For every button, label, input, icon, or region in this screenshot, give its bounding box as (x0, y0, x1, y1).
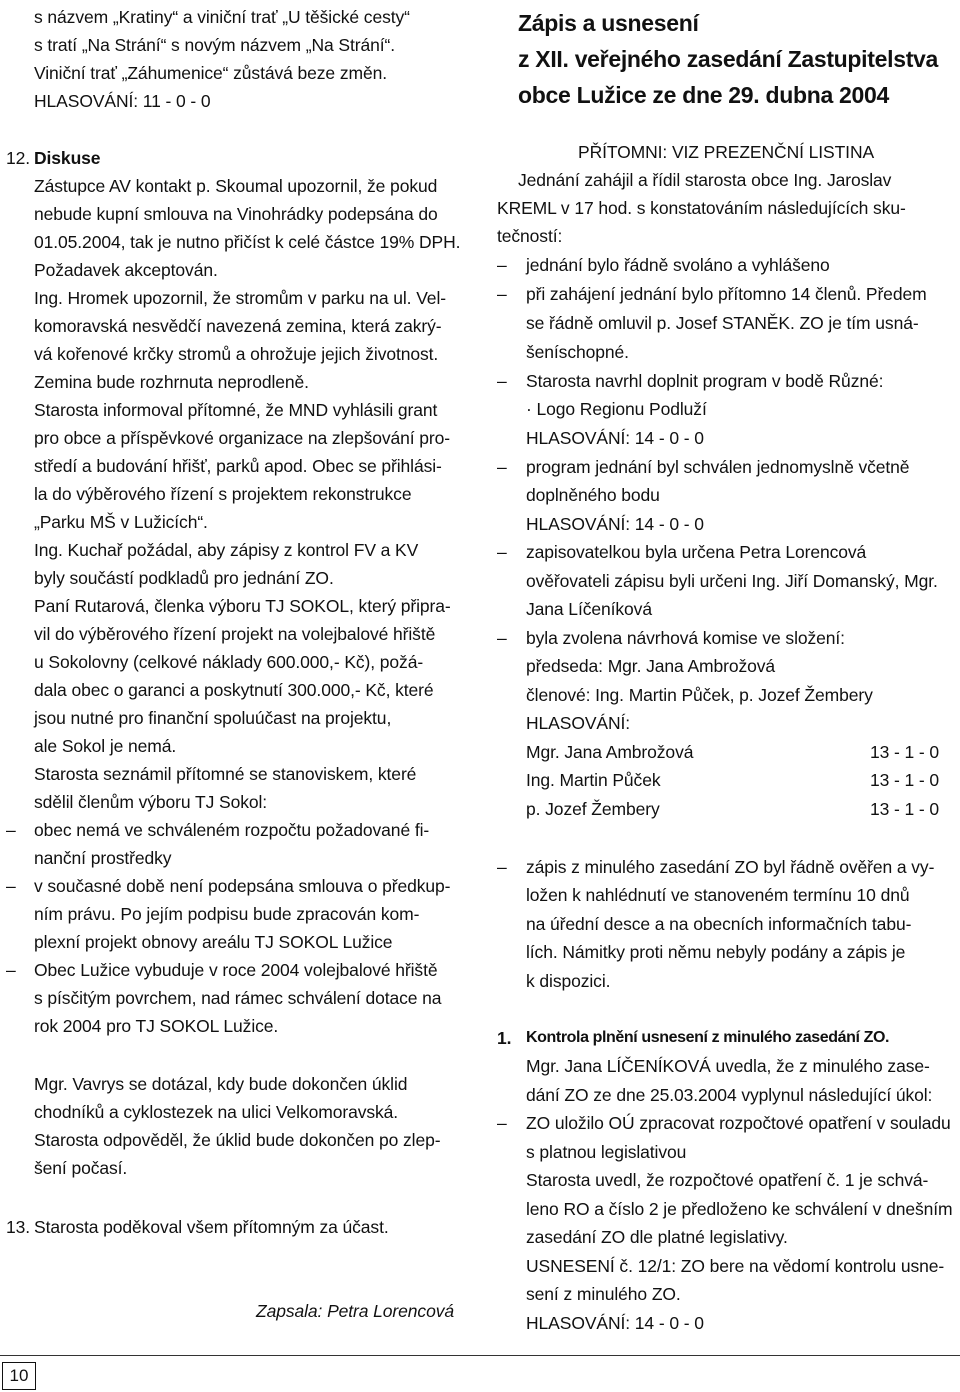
list-item: při zahájení jednání bylo přítomno 14 členů. Předem (526, 284, 927, 304)
body-line: Jednání zahájil a řídil starosta obce Ing. Jaroslav (518, 170, 892, 190)
list-item-cont: rok 2004 pro TJ SOKOL Lužice. (34, 1016, 279, 1036)
list-item: byla zvolena návrhová komise ve složení: (526, 628, 845, 648)
list-dash: – (497, 284, 507, 304)
body-line: komoravská nesvědčí navezená zemina, která zakrý- (34, 316, 442, 336)
section-number: 12. (6, 148, 31, 168)
list-dash: – (6, 876, 16, 896)
body-line: chodníků a cyklostezek na ulici Velkomoravská. (34, 1102, 399, 1122)
body-line: šení počasí. (34, 1158, 128, 1178)
vote-name: Ing. Martin Půček (526, 770, 661, 790)
list-item-cont: členové: Ing. Martin Půček, p. Jozef Žembery (526, 685, 873, 705)
body-line: nebude kupní smlouva na Vinohrádky podepsána do (34, 204, 438, 224)
list-item-cont: s platnou legislativou (526, 1142, 687, 1162)
list-item-cont: plexní projekt obnovy areálu TJ SOKOL Lužice (34, 932, 393, 952)
body-line: „Parku MŠ v Lužicích“. (34, 512, 208, 532)
body-line: Ing. Kuchař požádal, aby zápisy z kontrol FV a KV (34, 540, 419, 560)
body-line: 01.05.2004, tak je nutno přičíst k celé částce 19% DPH. (34, 232, 461, 252)
body-line: Paní Rutarová, členka výboru TJ SOKOL, který připra- (34, 596, 451, 616)
list-item: program jednání byl schválen jednomyslně včetně (526, 457, 910, 477)
vote-result: HLASOVÁNÍ: 14 - 0 - 0 (526, 1313, 704, 1333)
section-number: 13. (6, 1217, 31, 1237)
list-dash: – (6, 960, 16, 980)
body-line: Starosta informoval přítomné, že MND vyhlásili grant (34, 400, 438, 420)
body-line: s tratí „Na Strání“ s novým názvem „Na Strání“. (34, 35, 395, 55)
body-line: Zástupce AV kontakt p. Skoumal upozornil, že pokud (34, 176, 438, 196)
body-line: dala obec o garanci a poskytnutí 300.000,- Kč, které (34, 680, 434, 700)
section-number: 1. (497, 1028, 512, 1048)
body-line: Ing. Hromek upozornil, že stromům v parku na ul. Vel- (34, 288, 446, 308)
list-dash: – (497, 857, 507, 877)
list-dash: – (497, 628, 507, 648)
vote-result: HLASOVÁNÍ: 14 - 0 - 0 (526, 514, 704, 534)
list-item-cont: s písčitým povrchem, nad rámec schválení dotace na (34, 988, 442, 1008)
body-line: dání ZO ze dne 25.03.2004 vyplynul následující úkol: (526, 1085, 933, 1105)
vote-name: Mgr. Jana Ambrožová (526, 742, 694, 762)
resolution-line: USNESENÍ č. 12/1: ZO bere na vědomí kontrolu usne- (526, 1256, 945, 1276)
document-title: obce Lužice ze dne 29. dubna 2004 (518, 82, 890, 108)
attendance-line: PŘÍTOMNI: VIZ PREZENČNÍ LISTINA (578, 142, 875, 162)
list-item-cont: lích. Námitky proti němu nebyly podány a zápis je (526, 942, 906, 962)
body-line: Starosta seznámil přítomné se stanoviskem, které (34, 764, 417, 784)
list-item-cont: doplněného bodu (526, 485, 660, 505)
body-line: jsou nutné pro finanční spoluúčast na projektu, (34, 708, 392, 728)
body-line: Zemina bude rozhrnuta neprodleně. (34, 372, 309, 392)
body-line: Starosta odpověděl, že úklid bude dokončen po zlep- (34, 1130, 441, 1150)
body-line: leno RO a číslo 2 je předloženo ke schválení v dnešním (526, 1199, 953, 1219)
list-item-cont: ním právu. Po jejím podpisu bude zpracován kom- (34, 904, 420, 924)
body-line: Požadavek akceptován. (34, 260, 218, 280)
list-item-cont: se řádně omluvil p. Josef STANĚK. ZO je tím usná- (526, 313, 919, 333)
list-item-cont: ložen k nahlédnutí ve stanoveném termínu 10 dnů (526, 885, 910, 905)
list-item: zápis z minulého zasedání ZO byl řádně ověřen a vy- (526, 857, 935, 877)
list-item-cont: předseda: Mgr. Jana Ambrožová (526, 656, 776, 676)
vote-label: HLASOVÁNÍ: (526, 713, 631, 733)
body-line: pro obce a příspěvkové organizace na zlepšování pro- (34, 428, 451, 448)
body-line: zasedání ZO dle platné legislativy. (526, 1227, 788, 1247)
list-item: jednání bylo řádně svoláno a vyhlášeno (526, 255, 830, 275)
vote-value: 13 - 1 - 0 (870, 742, 940, 762)
body-line: u Sokolovny (celkové náklady 600.000,- Kč), požá- (34, 652, 424, 672)
list-item: ZO uložilo OÚ zpracovat rozpočtové opatření v souladu (526, 1113, 951, 1133)
section-heading: Kontrola plnění usnesení z minulého zasedání ZO. (526, 1029, 890, 1046)
body-line: KREML v 17 hod. s konstatováním následujících sku- (497, 198, 906, 218)
list-item-cont: k dispozici. (526, 971, 611, 991)
body-line: tečností: (497, 226, 563, 246)
list-item-cont: nanční prostředky (34, 848, 172, 868)
list-dash: – (497, 371, 507, 391)
body-line: Mgr. Vavrys se dotázal, kdy bude dokončen úklid (34, 1074, 408, 1094)
list-dash: – (497, 542, 507, 562)
list-item-cont: Jana Líčeníková (526, 599, 652, 619)
body-line: vá kořenové krčky stromů a ohrožuje jejich životnost. (34, 344, 439, 364)
resolution-line: sení z minulého ZO. (526, 1284, 681, 1304)
section-heading: Diskuse (34, 148, 101, 168)
document-title: z XII. veřejného zasedání Zastupitelstva (518, 46, 939, 72)
page-number: 10 (2, 1362, 36, 1390)
list-item-cont: na úřední desce a na obecních informačních tabu- (526, 914, 912, 934)
list-item: v současné době není podepsána smlouva o předkup- (34, 876, 451, 896)
list-item-cont: šeníschopné. (526, 342, 629, 362)
body-line: la do výběrového řízení s projektem rekonstrukce (34, 484, 412, 504)
document-title: Zápis a usnesení (518, 10, 699, 36)
body-line: Starosta poděkoval všem přítomným za účast. (34, 1217, 389, 1237)
vote-value: 13 - 1 - 0 (870, 770, 940, 790)
footer-divider (0, 1355, 960, 1356)
vote-name: p. Jozef Žembery (526, 799, 660, 819)
list-item: Obec Lužice vybuduje v roce 2004 volejbalové hřiště (34, 960, 438, 980)
body-line: Mgr. Jana LÍČENÍKOVÁ uvedla, že z minulého zase- (526, 1056, 930, 1076)
body-line: byly součástí podkladů pro jednání ZO. (34, 568, 334, 588)
signature: Zapsala: Petra Lorencová (256, 1301, 454, 1321)
list-item: obec nemá ve schváleném rozpočtu požadované fi- (34, 820, 430, 840)
vote-result: HLASOVÁNÍ: 14 - 0 - 0 (526, 428, 704, 448)
vote-value: 13 - 1 - 0 (870, 799, 940, 819)
list-dash: – (497, 1113, 507, 1133)
list-dash: – (6, 820, 16, 840)
list-dash: – (497, 255, 507, 275)
vote-result: HLASOVÁNÍ: 11 - 0 - 0 (34, 91, 211, 111)
list-item-cont: ověřovateli zápisu byli určeni Ing. Jiří Domanský, Mgr. (526, 571, 938, 591)
list-item: Starosta navrhl doplnit program v bodě Různé: (526, 371, 884, 391)
body-line: vil do výběrového řízení projekt na volejbalové hřiště (34, 624, 436, 644)
body-line: ale Sokol je nemá. (34, 736, 177, 756)
body-line: Viniční trať „Záhumenice“ zůstává beze změn. (34, 63, 387, 83)
list-item: zapisovatelkou byla určena Petra Lorencová (526, 542, 867, 562)
list-dash: – (497, 457, 507, 477)
list-item-cont: · Logo Regionu Podluží (526, 399, 707, 419)
body-line: sdělil členům výboru TJ Sokol: (34, 792, 268, 812)
body-line: Starosta uvedl, že rozpočtové opatření č. 1 je schvá- (526, 1170, 929, 1190)
body-line: středí a budování hřišť, parků apod. Obec se přihlási- (34, 456, 442, 476)
body-line: s názvem „Kratiny“ a viniční trať „U těšické cesty“ (34, 7, 410, 27)
